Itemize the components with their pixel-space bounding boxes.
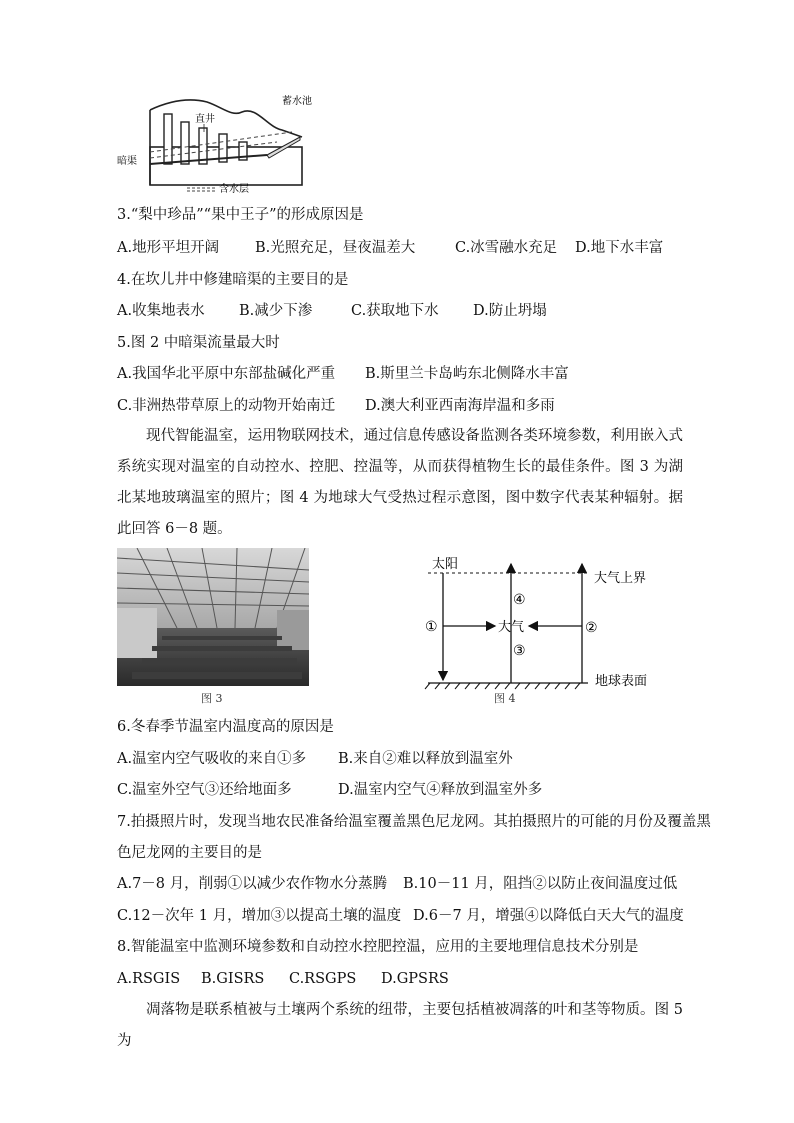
q7-stem-line1: 7.拍摄照片时，发现当地农民准备给温室覆盖黑色尼龙网。其拍摄照片的可能的月份及覆盖黑 [117, 814, 711, 830]
q5-option-d[interactable]: D.澳大利亚西南海岸温和多雨 [365, 398, 555, 414]
atmosphere-heating-diagram [420, 552, 670, 692]
q5-stem: 5.图 2 中暗渠流量最大时 [117, 335, 280, 351]
q3-option-b[interactable]: B.光照充足，昼夜温差大 [255, 240, 416, 256]
q6-option-a[interactable]: A.温室内空气吸收的来自①多 [117, 751, 307, 767]
q8-stem: 8.智能温室中监测环境参数和自动控水控肥控温，应用的主要地理信息技术分别是 [117, 939, 639, 955]
label-pool: 蓄水池 [282, 96, 312, 107]
q8-option-b[interactable]: B.GISRS [201, 971, 265, 987]
q4-option-c[interactable]: C.获取地下水 [351, 303, 439, 319]
q7-option-d[interactable]: D.6－7 月，增强④以降低白天大气的温度 [413, 908, 684, 924]
q6-stem: 6.冬春季节温室内温度高的原因是 [117, 719, 334, 735]
q6-options-row2 [117, 780, 542, 800]
label-atmosphere-top: 大气上界 [594, 571, 647, 586]
figure-4-caption: 图 4 [494, 692, 516, 705]
q7-options-row1 [117, 874, 677, 894]
q3-stem: 3.“梨中珍品”“果中王子”的形成原因是 [117, 207, 364, 223]
label-earth-surface: 地球表面 [595, 674, 648, 689]
q4-option-b[interactable]: B.减少下渗 [239, 303, 313, 319]
q8-option-c[interactable]: C.RSGPS [289, 971, 357, 987]
q6-option-d[interactable]: D.温室内空气④释放到温室外多 [338, 782, 543, 798]
label-well: 直井 [195, 114, 215, 125]
q4-options [117, 301, 547, 321]
q5-options-row2 [117, 396, 555, 416]
karez-diagram [117, 92, 317, 197]
label-sun: 太阳 [432, 557, 459, 572]
q4-option-a[interactable]: A.收集地表水 [117, 303, 205, 319]
q3-option-c[interactable]: C.冰雪融水充足 [455, 240, 558, 256]
q8-options [117, 969, 449, 989]
q5-option-a[interactable]: A.我国华北平原中东部盐碱化严重 [117, 366, 336, 382]
label-radiation-1: ① [425, 619, 438, 635]
q6-options-row1 [117, 749, 513, 769]
q5-option-c[interactable]: C.非洲热带草原上的动物开始南迁 [117, 398, 336, 414]
q3-option-a[interactable]: A.地形平坦开阔 [117, 240, 220, 256]
q7-option-a[interactable]: A.7－8 月，削弱①以减少农作物水分蒸腾 [117, 876, 388, 892]
q6-option-c[interactable]: C.温室外空气③还给地面多 [117, 782, 292, 798]
q8-option-d[interactable]: D.GPSRS [381, 971, 449, 987]
label-radiation-2: ② [585, 620, 598, 636]
figure-2 [117, 92, 317, 197]
q5-option-b[interactable]: B.斯里兰卡岛屿东北侧降水丰富 [365, 366, 569, 382]
q6-option-b[interactable]: B.来自②难以释放到温室外 [338, 751, 513, 767]
label-radiation-3: ③ [513, 643, 526, 659]
q7-options-row2 [117, 906, 684, 926]
label-aquifer: 含水层 [219, 184, 249, 195]
q7-option-b[interactable]: B.10－11 月，阻挡②以防止夜间温度过低 [403, 876, 678, 892]
q4-stem: 4.在坎儿井中修建暗渠的主要目的是 [117, 272, 349, 288]
intro-paragraph-2: 凋落物是联系植被与土壤两个系统的纽带，主要包括植被凋落的叶和茎等物质。图 5 为 [117, 1002, 683, 1049]
label-atmosphere: 大气 [498, 620, 525, 635]
label-radiation-4: ④ [513, 592, 526, 608]
q7-option-c[interactable]: C.12－次年 1 月，增加③以提高土壤的温度 [117, 908, 402, 924]
label-canal: 暗渠 [117, 156, 137, 167]
figure-3-photo [117, 548, 309, 686]
q5-options-row1 [117, 364, 569, 384]
intro-paragraph-1: 现代智能温室，运用物联网技术，通过信息传感设备监测各类环境参数，利用嵌入式系统实现对温室的自动控水、控肥、控温等，从而获得植物生长的最佳条件。图 3 为湖北某地玻璃温室的照片；图 4 为地球大气受热过程示意图，图中数字代表某种辐射。据此回答 6－8 题。 [117, 428, 683, 537]
q3-options [117, 238, 663, 258]
q3-option-d[interactable]: D.地下水丰富 [575, 240, 664, 256]
figure-3-caption: 图 3 [201, 692, 223, 705]
q8-option-a[interactable]: A.RSGIS [117, 971, 181, 987]
figure-4 [420, 552, 670, 692]
q7-stem-line2: 色尼龙网的主要目的是 [117, 845, 262, 861]
q4-option-d[interactable]: D.防止坍塌 [473, 303, 547, 319]
greenhouse-photo [117, 548, 309, 686]
